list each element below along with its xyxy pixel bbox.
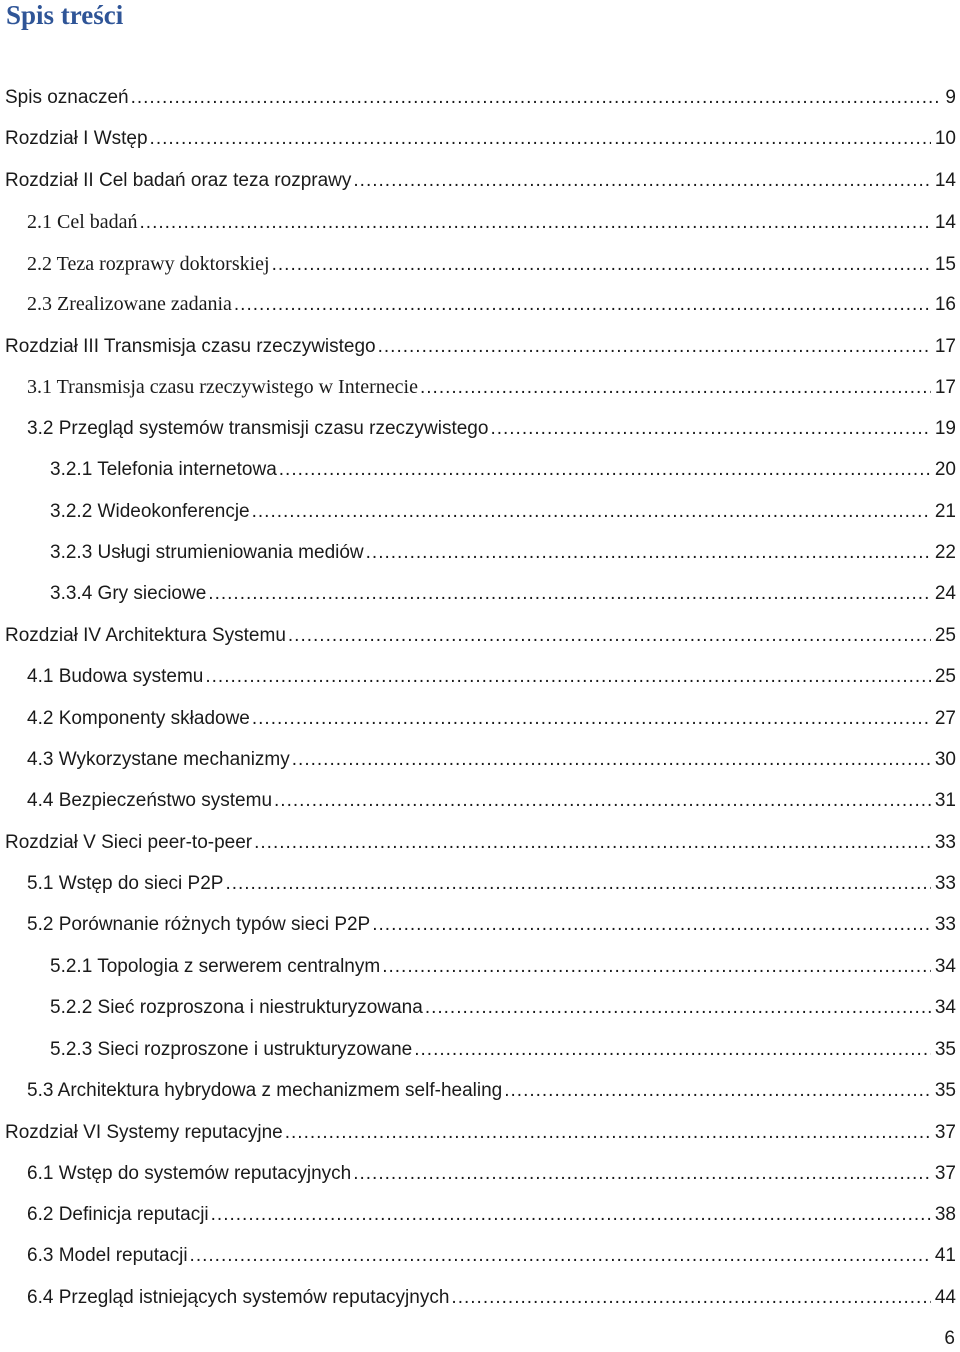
toc-entry[interactable] [27,911,956,939]
toc-entry-page: 38 [934,1204,956,1225]
toc-entry-page: 14 [934,170,956,191]
toc-entry-label: 3.2.3 Usługi strumieniowania mediów [50,542,364,563]
toc-entry[interactable] [27,746,956,774]
toc-leader-dots [372,911,931,939]
toc-leader-dots [288,622,931,650]
toc-entry-page: 17 [934,336,956,357]
toc-leader-dots [366,539,931,567]
toc-entry-label: 4.3 Wykorzystane mechanizmy [27,749,290,770]
toc-entry-page: 16 [934,294,956,315]
toc-entry-label: 4.4 Bezpieczeństwo systemu [27,790,273,811]
toc-entry-label: Rozdział VI Systemy reputacyjne [5,1122,283,1143]
toc-leader-dots [225,870,930,898]
toc-entry-label: 2.1 Cel badań [27,211,138,233]
toc-entry-page: 33 [934,914,956,935]
toc-entry[interactable] [27,290,956,318]
toc-entry-page: 22 [934,542,956,563]
toc-leader-dots [150,125,931,153]
toc-leader-dots [131,84,942,112]
toc-entry-page: 37 [934,1122,956,1143]
toc-leader-dots [382,953,931,981]
toc-entry[interactable] [27,1077,956,1105]
toc-leader-dots [234,291,931,319]
toc-leader-dots [353,167,930,195]
toc-entry[interactable] [27,1284,956,1312]
toc-entry-label: Rozdział I Wstęp [5,128,148,149]
toc-leader-dots [279,456,931,484]
toc-leader-dots [272,251,931,279]
toc-entry[interactable] [50,456,956,484]
toc-entry-label: 3.2.1 Telefonia internetowa [50,459,277,480]
toc-entry-page: 37 [934,1163,956,1184]
toc-leader-dots [285,1119,931,1147]
toc-entry-page: 31 [934,790,956,811]
toc-entry[interactable] [50,953,956,981]
toc-entry[interactable] [50,994,956,1022]
toc-leader-dots [274,787,931,815]
toc-leader-dots [190,1242,931,1270]
toc-entry-page: 33 [934,832,956,853]
toc-entry[interactable] [27,1201,956,1229]
page-number: 6 [944,1328,955,1349]
toc-entry-label: 5.1 Wstęp do sieci P2P [27,873,224,894]
toc-entry[interactable] [27,705,956,733]
toc-leader-dots [211,1201,931,1229]
toc-entry-label: Rozdział IV Architektura Systemu [5,625,286,646]
toc-entry-label: 6.4 Przegląd istniejących systemów reputacyjnych [27,1287,450,1308]
toc-leader-dots [378,333,931,361]
toc-leader-dots [292,746,931,774]
toc-leader-dots [353,1160,931,1188]
toc-entry-page: 27 [934,708,956,729]
toc-entry-label: 5.2.2 Sieć rozproszona i niestrukturyzowana [50,997,423,1018]
toc-entry-label: 4.1 Budowa systemu [27,666,204,687]
toc-entry-label: Rozdział II Cel badań oraz teza rozprawy [5,170,352,191]
toc-entry[interactable] [5,1119,956,1147]
toc-leader-dots [451,1284,930,1312]
toc-entry[interactable] [27,663,956,691]
toc-entry[interactable] [5,622,956,650]
toc-entry-label: 6.2 Definicja reputacji [27,1204,209,1225]
toc-entry[interactable] [27,787,956,815]
toc-entry-page: 14 [934,212,956,233]
toc-entry-page: 10 [934,128,956,149]
toc-entry-label: 6.1 Wstęp do systemów reputacyjnych [27,1163,352,1184]
toc-leader-dots [254,829,931,857]
toc-leader-dots [205,663,930,691]
toc-entry[interactable] [27,415,956,443]
toc-entry-page: 21 [934,501,956,522]
toc-entry-page: 41 [934,1245,956,1266]
toc-leader-dots [504,1077,931,1105]
toc-entry-label: 6.3 Model reputacji [27,1245,188,1266]
toc-entry-label: Rozdział V Sieci peer-to-peer [5,832,253,853]
toc-entry[interactable] [5,167,956,195]
toc-entry-label: 3.2.2 Wideokonferencje [50,501,250,522]
toc-entry[interactable] [27,373,956,401]
toc-entry-page: 35 [934,1039,956,1060]
toc-entry-page: 9 [945,87,956,108]
toc-entry[interactable] [50,539,956,567]
toc-entry[interactable] [50,498,956,526]
toc-entry[interactable] [27,870,956,898]
toc-entry-label: 5.3 Architektura hybrydowa z mechanizmem self-healing [27,1080,503,1101]
toc-entry-label: Spis oznaczeń [5,87,129,108]
toc-entry[interactable] [50,1036,956,1064]
toc-leader-dots [140,209,931,237]
toc-leader-dots [414,1036,931,1064]
toc-entry-page: 34 [934,956,956,977]
toc-entry-page: 33 [934,873,956,894]
toc-entry[interactable] [5,84,956,112]
toc-entry[interactable] [27,1242,956,1270]
toc-entry-label: 5.2.3 Sieci rozproszone i ustrukturyzowane [50,1039,413,1060]
toc-entry[interactable] [27,250,956,278]
toc-entry-label: 2.2 Teza rozprawy doktorskiej [27,253,270,275]
toc-entry-label: 3.2 Przegląd systemów transmisji czasu rzeczywistego [27,418,489,439]
toc-entry[interactable] [50,580,956,608]
toc-entry-page: 17 [934,377,956,398]
toc-title: Spis treści [6,0,124,30]
toc-entry-label: 5.2 Porównanie różnych typów sieci P2P [27,914,371,935]
toc-entry-label: 4.2 Komponenty składowe [27,708,250,729]
toc-entry[interactable] [5,333,956,361]
toc-leader-dots [252,498,931,526]
toc-entry-page: 25 [934,625,956,646]
toc-entry-label: Rozdział III Transmisja czasu rzeczywistego [5,336,376,357]
toc-entry-page: 44 [934,1287,956,1308]
toc-leader-dots [208,580,931,608]
toc-entry-label: 3.3.4 Gry sieciowe [50,583,207,604]
toc-leader-dots [252,705,931,733]
toc-leader-dots [420,374,931,402]
toc-entry-page: 19 [934,418,956,439]
toc-leader-dots [425,994,931,1022]
toc-entry-label: 3.1 Transmisja czasu rzeczywistego w Internecie [27,376,418,398]
toc-entry-page: 15 [934,254,956,275]
toc-entry-page: 24 [934,583,956,604]
toc-entry-page: 25 [934,666,956,687]
toc-entry[interactable] [27,208,956,236]
toc-entry-page: 34 [934,997,956,1018]
toc-entry-page: 35 [934,1080,956,1101]
toc-entry-page: 30 [934,749,956,770]
toc-entry[interactable] [5,829,956,857]
toc-entry-label: 2.3 Zrealizowane zadania [27,293,232,315]
toc-leader-dots [490,415,930,443]
toc-entry-label: 5.2.1 Topologia z serwerem centralnym [50,956,381,977]
toc-entry[interactable] [27,1160,956,1188]
toc-entry[interactable] [5,125,956,153]
toc-entry-page: 20 [934,459,956,480]
